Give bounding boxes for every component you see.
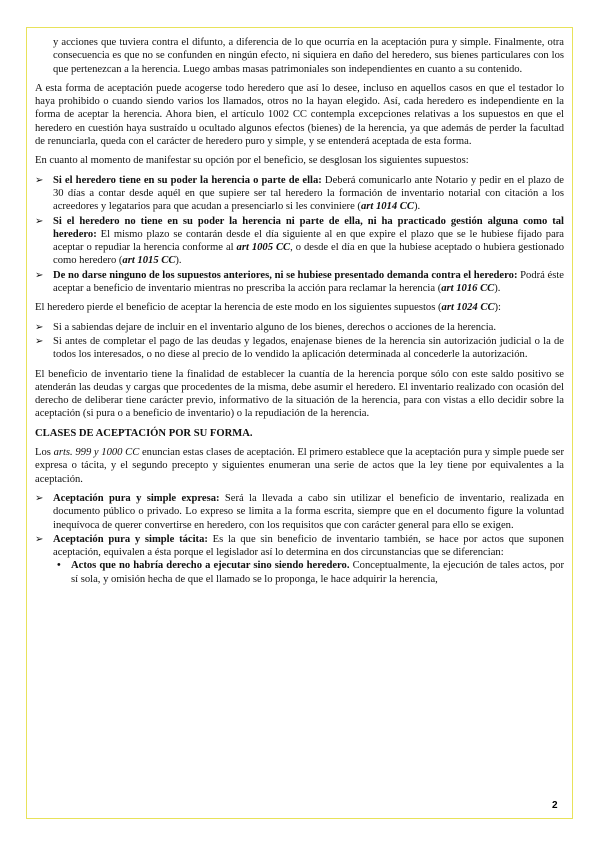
clases-list — [35, 492, 564, 586]
paragraph-scope: A esta forma de aceptación puede acogerse todo heredero que así lo desee, incluso en aquellos casos en que el testador lo haya prohibido o cuando siendo varios los llamados, otros no la hayan elegido. Así, cada heredero es independiente en la forma de aceptar la herencia. Ahora bien, el artículo 1002 CC contempla excepciones relativas a los supuestos en que el heredero en cuestión haya sustraído u ocultado algunos efectos (bienes) de la herencia, ya que además de perder la facultad de renunciarla, queda con el carácter de heredero puro y simple, y se entenderá aceptada de esta forma. — [35, 82, 564, 148]
page-number: 2 — [552, 800, 558, 811]
section-heading: CLASES DE ACEPTACIÓN POR SU FORMA. — [35, 427, 253, 439]
paragraph-intro-supuestos: En cuanto al momento de manifestar su opción por el beneficio, se desglosan los siguientes supuestos: — [35, 155, 469, 167]
page-content — [35, 36, 564, 592]
list-item: ➢ Si antes de completar el pago de las deudas y legados, enajenase bienes de la herencia sin autorización judicial o la de todos los interesados, o no diese al precio de lo vendido la aplicación determinada al concederle la autorización. — [35, 335, 564, 362]
supuestos-list — [35, 174, 564, 296]
paragraph-perdida: El heredero pierde el beneficio de aceptar la herencia de este modo en los siguientes supuestos (art 1024 CC): — [35, 302, 501, 314]
list-item: ➢ Aceptación pura y simple expresa: Será la llevada a cabo sin utilizar el beneficio de inventario, realizada en documento público o privado. Lo expreso se limita a la forma escrita, siempre que en el documento figure la voluntad inequívoca de querer convertirse en heredero, con los requisitos que con carácter general para ello se exigen. — [35, 492, 564, 532]
list-item: ➢ De no darse ninguno de los supuestos anteriores, ni se hubiese presentado demanda contra el heredero: Podrá éste aceptar a beneficio de inventario mientras no prescriba la acción para reclamar la herencia (art 1016 CC). — [35, 269, 564, 296]
list-item: ➢ Aceptación pura y simple tácita: Es la que sin beneficio de inventario también, se hace por actos que suponen aceptación, equivalen a ésta porque el legislador así lo determina en dos circunstancias que se diferencian: • Actos que no habría derecho a ejecutar sino siendo heredero. Conceptualmente, la ejecución de tales actos, por sí sola, y omisión hecha de que el llamado se lo proponga, le hace adquirir la herencia, — [35, 533, 564, 586]
tacita-sublist — [53, 559, 564, 586]
sublist-item: • Actos que no habría derecho a ejecutar sino siendo heredero. Conceptualmente, la ejecución de tales actos, por sí sola, y omisión hecha de que el llamado se lo proponga, le hace adquirir la herencia, — [53, 559, 564, 586]
list-item: ➢ Si el heredero tiene en su poder la herencia o parte de ella: Deberá comunicarlo ante Notario y pedir en el plazo de 30 días a contar desde aquél en que supiere ser tal heredero la formación de inventario notarial con citación a los acreedores y legatarios para que acudan a presenciarlo si les conviniere (art 1014 CC). — [35, 174, 564, 214]
paragraph-continuation: y acciones que tuviera contra el difunto, a diferencia de lo que ocurría en la aceptación pura y simple. Finalmente, otra consecuencia es que no se confunden en ningún efecto, ni siquiera en daño del heredero, sus bienes particulares con los que pertenezcan a la herencia. Luego ambas masas patrimoniales son independientes en cuanto a su contenido. — [53, 37, 564, 75]
paragraph-finalidad: El beneficio de inventario tiene la finalidad de establecer la cuantía de la herencia porque sólo con este saldo positivo se atenderán las deudas y cargas que procedentes de la misma, debe asumir el heredero. El inventario realizado con ocasión del derecho de deliberar tiene carácter previo, informativo de la situación de la herencia, para con vistas a ello decidir sobre la aceptación (si pura o a beneficio de inventario) o la repudiación de la herencia. — [35, 368, 564, 420]
list-item: ➢ Si el heredero no tiene en su poder la herencia ni parte de ella, ni ha practicado gestión alguna como tal heredero: El mismo plazo se contarán desde el día siguiente al en que expire el plazo que se le hubiese fijado para aceptar o repudiar la herencia conforme al art 1005 CC, o desde el día en que la hubiese aceptado o hubiera gestionado como heredero (art 1015 CC). — [35, 215, 564, 268]
list-item: ➢ Si a sabiendas dejare de incluir en el inventario alguno de los bienes, derechos o acciones de la herencia. — [35, 321, 564, 334]
paragraph-clases: Los arts. 999 y 1000 CC enuncian estas clases de aceptación. El primero establece que la aceptación pura y simple puede ser expresa o tácita, y el segundo precepto y siguientes enumeran una serie de actos que la ley tiene por equivalentes a la aceptación. — [35, 447, 564, 485]
perdida-list — [35, 321, 564, 362]
